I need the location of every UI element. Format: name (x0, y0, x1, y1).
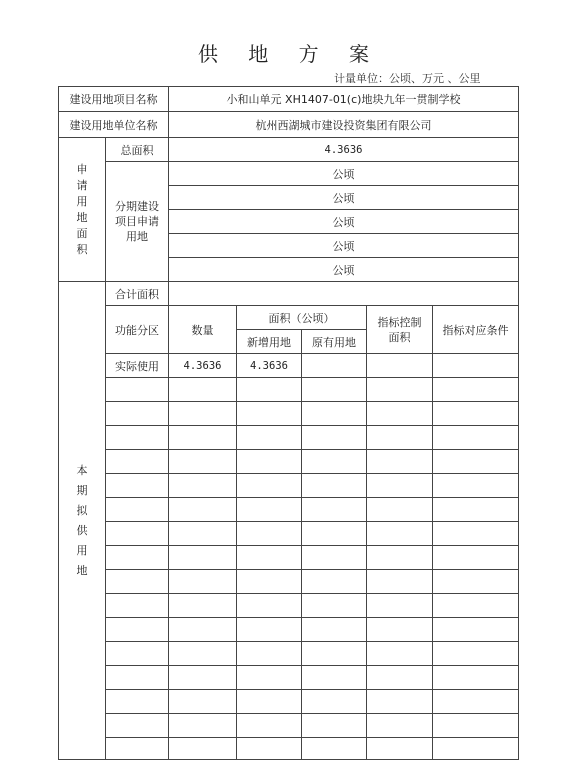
table-row (59, 690, 519, 714)
apply-area-section-label (59, 138, 106, 282)
header-existing-land: 原有用地 (302, 330, 367, 354)
table-row (59, 378, 519, 402)
total-area-label: 总面积 (106, 138, 169, 162)
table-row (59, 594, 519, 618)
row1-new-land: 4.3636 (237, 354, 302, 378)
table-row (59, 714, 519, 738)
table-row (59, 522, 519, 546)
table-row (59, 474, 519, 498)
table-row (59, 666, 519, 690)
table-row (59, 570, 519, 594)
header-index-conditions: 指标对应条件 (433, 306, 519, 354)
table-row (59, 402, 519, 426)
table-row (59, 498, 519, 522)
phase-row-unit: 公顷 (169, 210, 519, 234)
row1-index-conditions (433, 354, 519, 378)
subtotal-area-value (169, 282, 519, 306)
row1-count: 4.3636 (169, 354, 237, 378)
subtotal-area-label: 合计面积 (106, 282, 169, 306)
row1-existing-land (302, 354, 367, 378)
page-title: 供 地 方 案 (197, 42, 382, 66)
supply-section-text: 本期拟供用地 (76, 463, 88, 577)
header-count: 数量 (169, 306, 237, 354)
row1-zone: 实际使用 (106, 354, 169, 378)
project-name-value: 小和山单元 XH1407-01(c)地块九年一贯制学校 (169, 87, 519, 112)
phase-row-unit: 公顷 (169, 162, 519, 186)
header-area: 面积（公顷） (237, 306, 367, 330)
project-name-label: 建设用地项目名称 (59, 87, 169, 112)
table-row (59, 618, 519, 642)
table-row (59, 426, 519, 450)
phase-row-unit: 公顷 (169, 234, 519, 258)
total-area-value: 4.3636 (169, 138, 519, 162)
unit-name-label: 建设用地单位名称 (59, 112, 169, 138)
phase-label-text: 分期建设项目申请用地 (115, 200, 159, 243)
row1-index-control (367, 354, 433, 378)
apply-area-section-text: 申请用地面积 (76, 162, 88, 256)
supply-section-label (59, 282, 106, 760)
land-supply-table (58, 86, 519, 760)
header-new-land: 新增用地 (237, 330, 302, 354)
table-row (59, 546, 519, 570)
header-index-control-text: 指标控制面积 (377, 315, 422, 344)
unit-line: 计量单位：公顷、万元 、公里 (334, 72, 481, 85)
table-row (59, 450, 519, 474)
phase-row-unit: 公顷 (169, 186, 519, 210)
unit-name-value: 杭州西湖城市建设投资集团有限公司 (169, 112, 519, 138)
phase-row-unit: 公顷 (169, 258, 519, 282)
phase-label (106, 162, 169, 282)
header-zone: 功能分区 (106, 306, 169, 354)
header-index-control (367, 306, 433, 354)
table-row (59, 642, 519, 666)
